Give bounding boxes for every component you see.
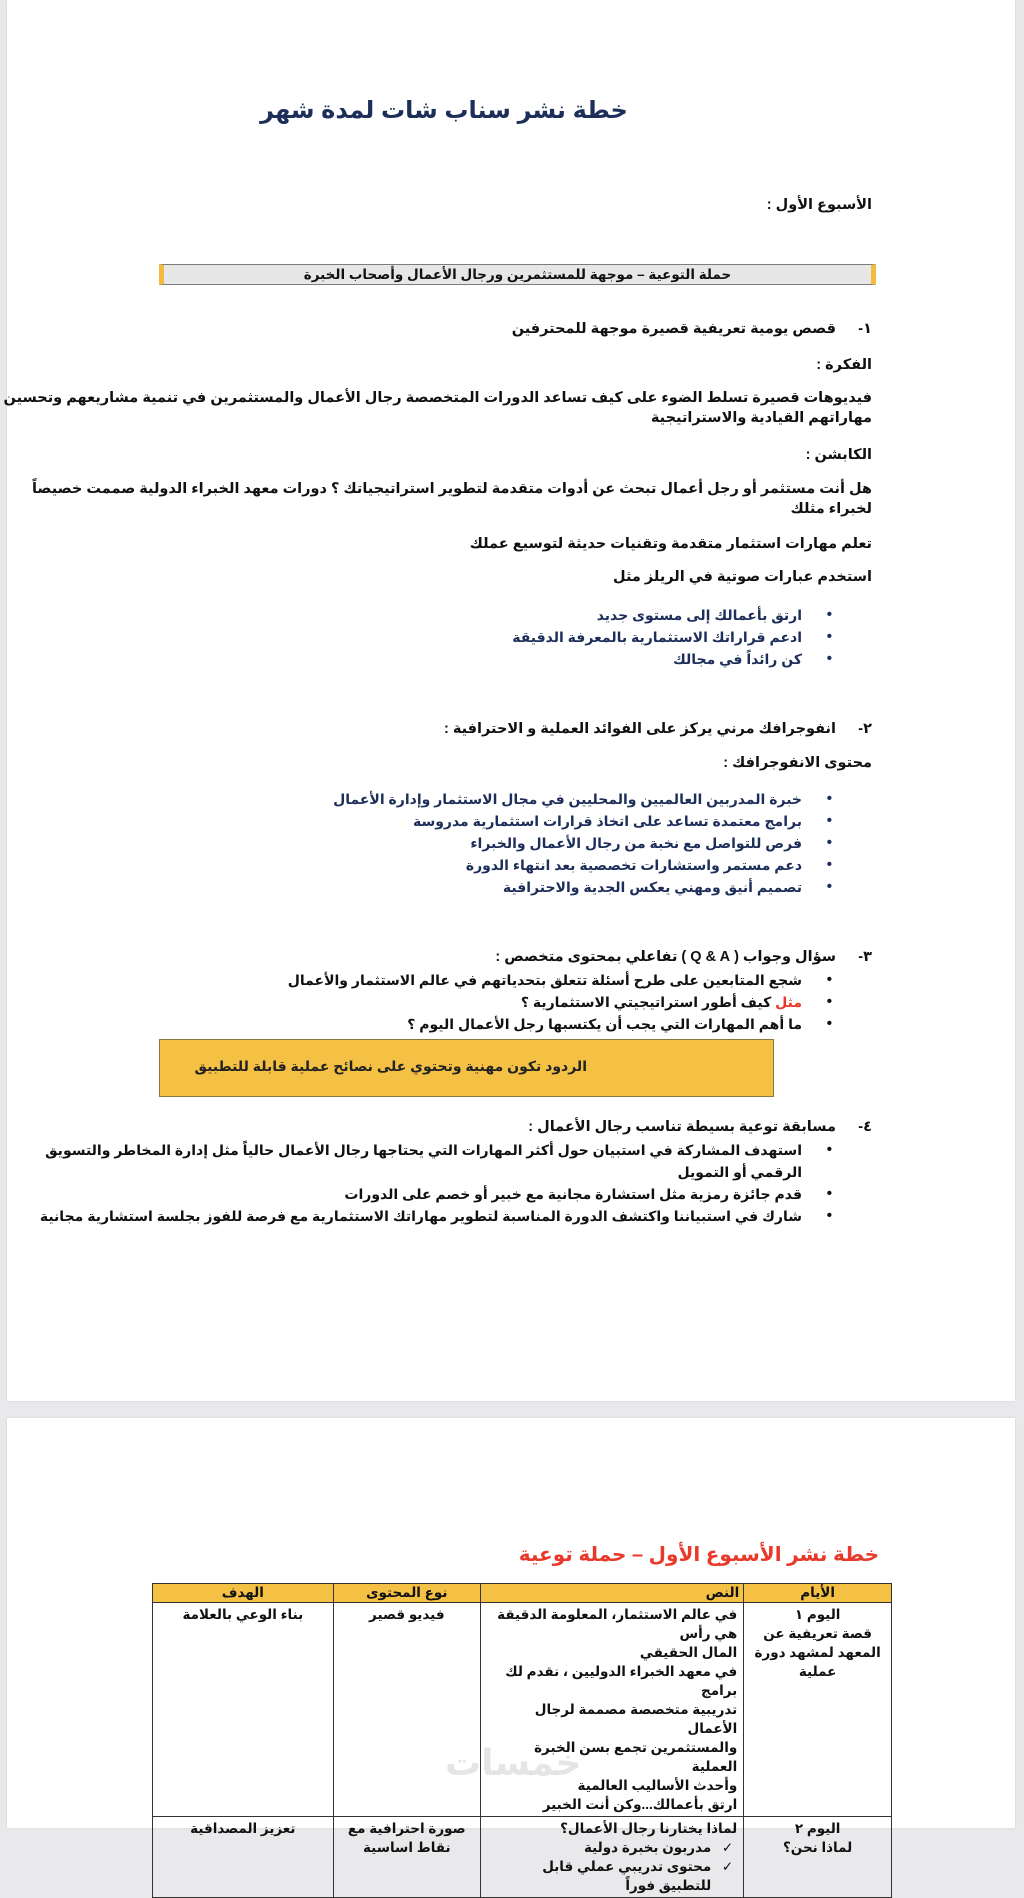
caption-line-1: هل أنت مستثمر أو رجل أعمال تبحث عن أدوات متقدمة لتطوير استراتيجياتك ؟ دورات معهد الخبراء الدولية صممت خصيصاً	[31, 481, 872, 497]
list-item: • كن رائداً في مجالك	[512, 648, 832, 670]
list-item: • خبرة المدربين العالميين والمحليين في مجال الاستثمار وإدارة الأعمال	[333, 788, 832, 810]
section-3-title: سؤال وجواب ( Q & A ) تفاعلي بمحتوى متخصص :	[495, 949, 836, 965]
section-3-number: ٣-	[858, 949, 872, 965]
cell-goal: بناء الوعي بالعلامة	[153, 1603, 334, 1817]
cell-content-type: صورة احترافية مع نقاط اساسية	[333, 1817, 480, 1898]
list-item: • ارتق بأعمالك إلى مستوى جديد	[512, 604, 832, 626]
check-item: ✓ محتوى تدريبي عملي قابل للتطبيق فوراً	[487, 1857, 737, 1895]
section-3-heading	[495, 949, 872, 965]
cell-content-type: فيديو قصير	[333, 1603, 480, 1817]
idea-line-2: مهاراتهم القيادية والاستراتيجية	[650, 410, 872, 426]
qa-items-list	[288, 969, 832, 1035]
table-header-row	[153, 1584, 892, 1603]
list-item: • دعم مستمر واستشارات تخصصية بعد انتهاء الدورة	[333, 854, 832, 876]
list-item: • فرص للتواصل مع نخبة من رجال الأعمال والخبراء	[333, 832, 832, 854]
list-item: • برامج معتمدة تساعد على اتخاذ قرارات استثمارية مدروسة	[333, 810, 832, 832]
example-question: كيف أطور استراتيجيتي الاستثمارية ؟	[520, 994, 776, 1010]
idea-label: الفكرة :	[816, 357, 872, 373]
header-days: الأيام	[744, 1584, 892, 1603]
responses-callout	[159, 1039, 774, 1097]
list-item: • تصميم أنيق ومهني يعكس الجدية والاحترافية	[333, 876, 832, 898]
watermark-logo: خمسات	[445, 1742, 582, 1783]
document-page-1	[3, 0, 1015, 1401]
section-4-heading	[528, 1119, 872, 1135]
contest-items-list	[40, 1139, 832, 1227]
section-1-heading	[512, 321, 872, 337]
caption-line-3: تعلم مهارات استثمار متقدمة وتقنيات حديثة لتوسيع عملك	[469, 536, 872, 552]
section-2-number: ٢-	[858, 721, 872, 737]
list-item: • ما أهم المهارات التي يجب أن يكتسبها رجل الأعمال اليوم ؟	[288, 1013, 832, 1035]
cell-day: اليوم ١ قصة تعريفية عن المعهد لمشهد دورة عملية	[744, 1603, 892, 1817]
cell-goal: تعزيز المصداقية	[153, 1817, 334, 1898]
checklist	[487, 1838, 737, 1895]
callout-text: الردود تكون مهنية وتحتوي على نصائح عملية قابلة للتطبيق	[194, 1058, 587, 1074]
caption-label: الكابشن :	[805, 447, 872, 463]
cell-text: في عالم الاستثمار، المعلومة الدقيقة هي رأس المال الحقيقي في معهد الخبراء الدوليين ، نقدم لك برامج تدريبية متخصصة مصممة لرجال الأعمال والمستثمرين تجمع بسن الخبرة العملية وأحدث الأساليب العالمية ارتق بأعمالك...وكن أنت الخبير	[480, 1603, 743, 1817]
document-title: خطة نشر سناب شات لمدة شهر	[260, 97, 628, 124]
table-row	[153, 1603, 892, 1817]
cell-text: لماذا يختارنا رجال الأعمال؟ ✓ مدربون بخبرة دولية ✓ محتوى تدريبي عملي قابل للتطبيق فوراً	[480, 1817, 743, 1898]
voice-label: استخدم عبارات صوتية في الريلز مثل	[613, 569, 872, 585]
check-item: ✓ مدربون بخبرة دولية	[487, 1838, 737, 1857]
idea-line-1: فيديوهات قصيرة تسلط الضوء على كيف تساعد الدورات المتخصصة رجال الأعمال والمستثمرين في تنمية مشاريعهم وتحسين	[3, 390, 872, 406]
list-item: • ادعم قراراتك الاستثمارية بالمعرفة الدقيقة	[512, 626, 832, 648]
list-item	[288, 991, 832, 1013]
posting-plan-table	[152, 1583, 892, 1898]
example-prefix: مثل	[775, 994, 802, 1010]
section-4-number: ٤-	[858, 1119, 872, 1135]
header-text: النص	[480, 1584, 743, 1603]
infographic-content-label: محتوى الانفوجرافك :	[723, 755, 872, 771]
infographic-items-list	[333, 788, 832, 898]
list-item: • شارك في استبياننا واكتشف الدورة المناسبة لتطوير مهاراتك الاستثمارية مع فرصة للفوز بجلسة استشارية مجانية	[40, 1205, 832, 1227]
list-item: • استهدف المشاركة في استبيان حول أكثر المهارات التي يحتاجها رجال الأعمال حالياً مثل إدارة المخاطر والتسويق الرقمي أو التمويل	[40, 1139, 832, 1183]
section-1-title: قصص يومية تعريفية قصيرة موجهة للمحترفين	[511, 321, 836, 337]
week-plan-title: خطة نشر الأسبوع الأول – حملة توعية	[518, 1544, 879, 1566]
caption-line-2: لخبراء مثلك	[790, 501, 872, 517]
list-item: • قدم جائزة رمزية مثل استشارة مجانية مع خبير أو خصم على الدورات	[40, 1183, 832, 1205]
section-4-title: مسابقة توعية بسيطة تناسب رجال الأعمال :	[528, 1119, 836, 1135]
voice-phrases-list	[512, 604, 832, 670]
header-content-type: نوع المحتوى	[333, 1584, 480, 1603]
cell-day: اليوم ٢ لماذا نحن؟	[744, 1817, 892, 1898]
section-2-title: انفوجرافك مرني يركز على الفوائد العملية و الاحترافية :	[443, 721, 836, 737]
section-1-number: ١-	[858, 321, 872, 337]
table-row	[153, 1817, 892, 1898]
section-2-heading	[444, 721, 872, 737]
header-goal: الهدف	[153, 1584, 334, 1603]
week-label: الأسبوع الأول :	[766, 197, 872, 213]
list-item: • شجع المتابعين على طرح أسئلة تتعلق بتحدياتهم في عالم الاستثمار والأعمال	[288, 969, 832, 991]
campaign-banner: حملة التوعية – موجهة للمستثمرين ورجال الأعمال وأصحاب الخبرة	[159, 264, 876, 285]
